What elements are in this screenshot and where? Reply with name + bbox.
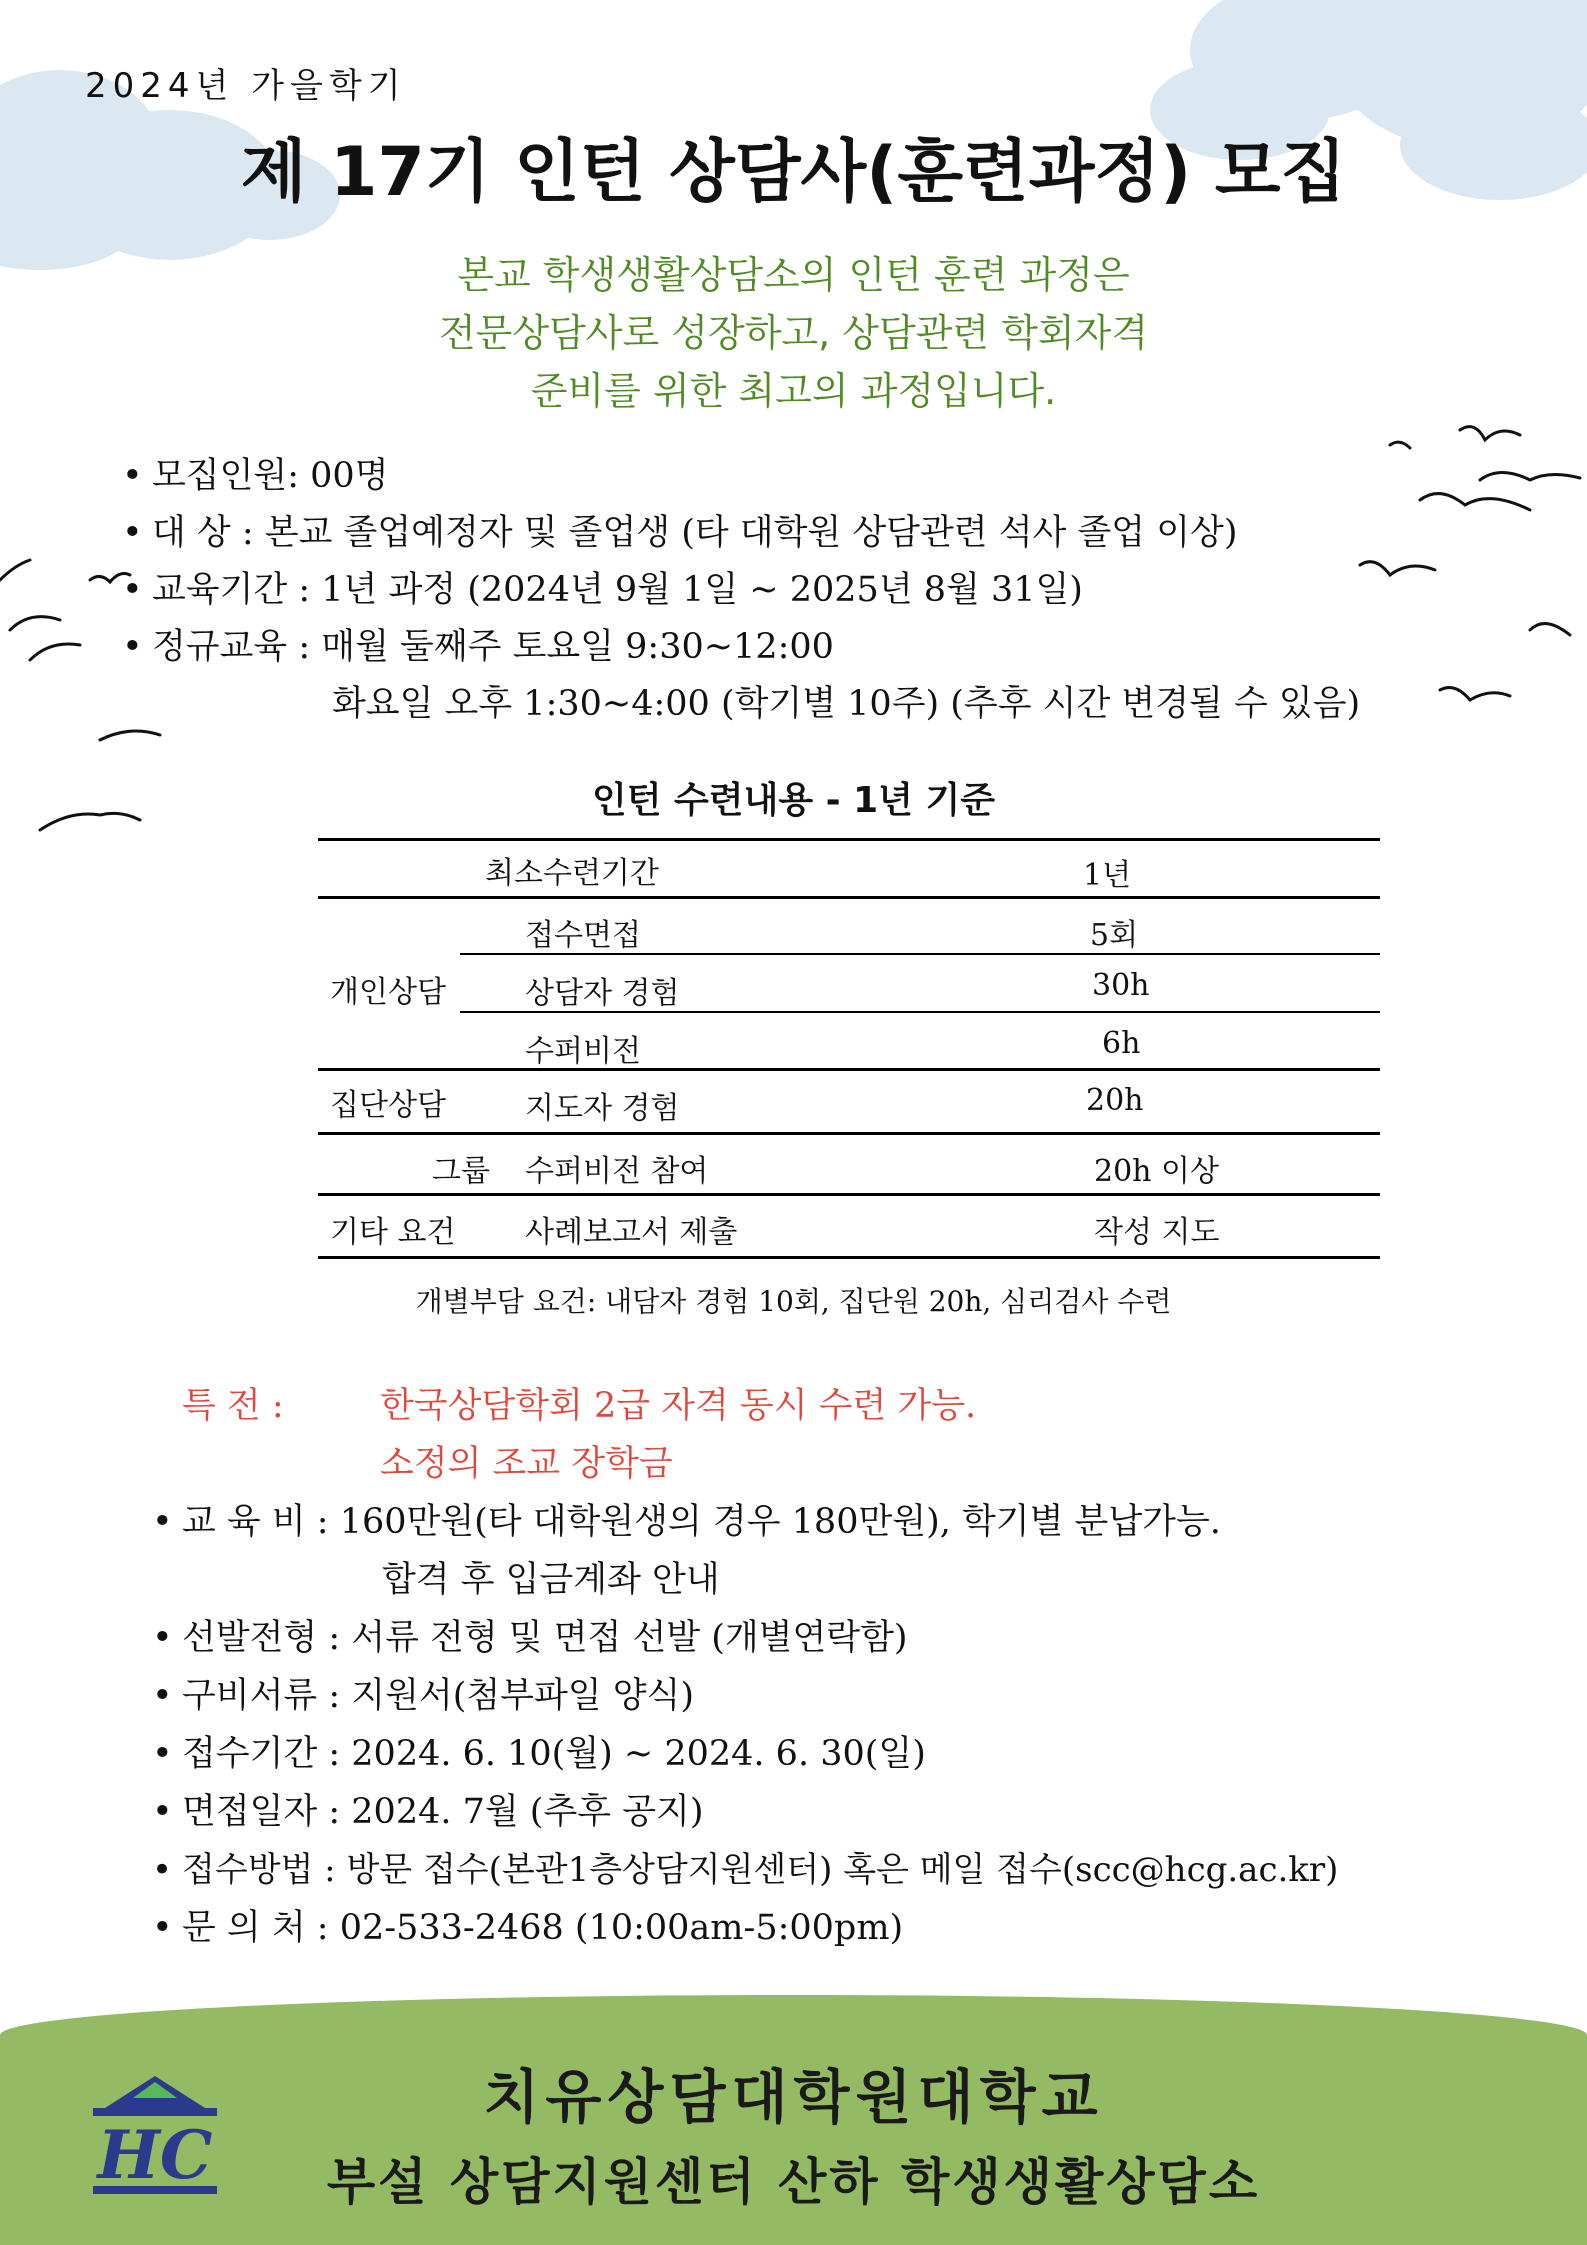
info-selection: • 선발전형 : 서류 전형 및 면접 선발 (개별연락함) xyxy=(152,1618,908,1658)
table-rule xyxy=(318,1068,1380,1071)
min-period-value: 1년 xyxy=(1083,858,1132,893)
info-target: • 대 상 : 본교 졸업예정자 및 졸업생 (타 대학원 상담관련 석사 졸업 이상) xyxy=(122,513,1238,553)
info-interview: • 면접일자 : 2024. 7월 (추후 공지) xyxy=(152,1792,704,1832)
row-item: 접수면접 xyxy=(525,918,641,953)
etc-value: 작성 지도 xyxy=(1094,1215,1220,1250)
row-value: 6h xyxy=(1102,1026,1141,1061)
info-schedule-cont: 화요일 오후 1:30~4:00 (학기별 10주) (추후 시간 변경될 수 있음) xyxy=(332,684,1361,724)
info-tuition-cont: 합격 후 입금계좌 안내 xyxy=(382,1560,720,1600)
etc-item: 사례보고서 제출 xyxy=(525,1215,738,1250)
intro-line: 전문상담사로 성장하고, 상담관련 학회자격 xyxy=(438,311,1149,355)
benefit-label: 특 전 : xyxy=(182,1386,284,1426)
center-name: 부설 상담지원센터 산하 학생생활상담소 xyxy=(326,2153,1261,2211)
group2-value: 20h 이상 xyxy=(1094,1154,1219,1189)
page-title: 제 17기 인턴 상담사(훈련과정) 모집 xyxy=(240,133,1347,212)
etc-label: 기타 요건 xyxy=(330,1215,456,1250)
svg-text:HC: HC xyxy=(97,2116,213,2194)
info-schedule: • 정규교육 : 매월 둘째주 토요일 9:30~12:00 xyxy=(122,627,834,667)
info-recruit: • 모집인원: 00명 xyxy=(122,456,389,496)
info-tuition: • 교 육 비 : 160만원(타 대학원생의 경우 180만원), 학기별 분납가능. xyxy=(152,1502,1221,1542)
info-apply-period: • 접수기간 : 2024. 6. 10(월) ~ 2024. 6. 30(일) xyxy=(152,1734,926,1774)
benefit-line2: 소정의 조교 장학금 xyxy=(380,1444,673,1484)
table-rule xyxy=(318,896,1380,899)
semester-label: 2024년 가을학기 xyxy=(85,66,407,106)
group2-label: 그룹 xyxy=(432,1154,490,1189)
birds-right xyxy=(1330,410,1587,730)
group-item: 지도자 경험 xyxy=(525,1091,680,1126)
row-value: 5회 xyxy=(1090,918,1139,953)
table-caption: 인턴 수련내용 - 1년 기준 xyxy=(591,780,996,821)
school-name: 치유상담대학원대학교 xyxy=(483,2063,1104,2131)
info-period: • 교육기간 : 1년 과정 (2024년 9월 1일 ~ 2025년 8월 31일) xyxy=(122,570,1083,610)
group2-item: 수퍼비전 참여 xyxy=(525,1154,709,1189)
info-contact: • 문 의 처 : 02-533-2468 (10:00am-5:00pm) xyxy=(152,1908,904,1948)
intro-text xyxy=(0,246,1587,420)
row-item: 수퍼비전 xyxy=(525,1034,641,1069)
table-rule xyxy=(318,1256,1380,1259)
table-rule xyxy=(318,1132,1380,1135)
info-apply-method: • 접수방법 : 방문 접수(본관1층상담지원센터) 혹은 메일 접수(scc@hcg.ac.kr) xyxy=(152,1850,1339,1890)
row-value: 30h xyxy=(1092,968,1150,1003)
row-item: 상담자 경험 xyxy=(525,976,680,1011)
info-documents: • 구비서류 : 지원서(첨부파일 양식) xyxy=(152,1676,695,1716)
benefit-line1: 한국상담학회 2급 자격 동시 수련 가능. xyxy=(380,1386,977,1426)
min-period-label: 최소수련기간 xyxy=(485,856,659,891)
group-value: 20h xyxy=(1086,1083,1144,1118)
intro-line: 준비를 위한 최고의 과정입니다. xyxy=(530,369,1057,413)
group-label: 집단상담 xyxy=(330,1088,446,1123)
table-rule xyxy=(318,1193,1380,1196)
individual-label: 개인상담 xyxy=(330,975,446,1010)
table-rule xyxy=(318,838,1380,841)
table-note: 개별부담 요건: 내담자 경험 10회, 집단원 20h, 심리검사 수련 xyxy=(415,1285,1172,1318)
intro-line: 본교 학생생활상담소의 인턴 훈련 과정은 xyxy=(457,253,1130,297)
